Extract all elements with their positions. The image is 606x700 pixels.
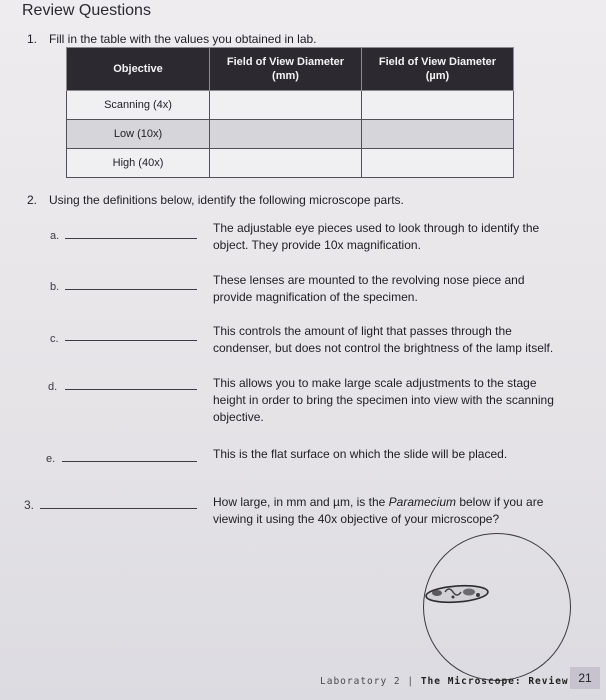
cell-mm-input[interactable] bbox=[210, 91, 362, 120]
item-e-letter: e. bbox=[46, 453, 56, 465]
item-d-definition: This allows you to make large scale adjustments to the stage height in order to bring the specimen into view with the scanning objective. bbox=[213, 376, 554, 424]
question-3-number: 3. bbox=[24, 498, 35, 512]
item-c-letter: c. bbox=[50, 333, 59, 345]
page-footer bbox=[320, 676, 569, 687]
question-1-number: 1. bbox=[27, 32, 38, 46]
header-diameter-mm: Field of View Diameter (mm) bbox=[210, 48, 362, 91]
cell-um-input[interactable] bbox=[362, 91, 514, 120]
table-row-high bbox=[67, 149, 514, 178]
question-1-prompt bbox=[27, 32, 317, 46]
table-row-low bbox=[67, 120, 514, 149]
item-a-definition: The adjustable eye pieces used to look through to identify the object. They provide 10x magnification. bbox=[213, 221, 540, 252]
cell-objective: Scanning (4x) bbox=[67, 91, 210, 120]
item-b-letter: b. bbox=[50, 281, 60, 293]
item-c-definition: This controls the amount of light that passes through the condenser, but does not control the brightness of the lamp itself. bbox=[213, 324, 554, 355]
cell-mm-input[interactable] bbox=[210, 120, 362, 149]
item-e-definition: This is the flat surface on which the slide will be placed. bbox=[213, 447, 508, 461]
footer-lab: Laboratory 2 | bbox=[320, 676, 415, 687]
item-b-definition: These lenses are mounted to the revolving nose piece and provide magnification of the specimen. bbox=[213, 273, 525, 304]
cell-objective: High (40x) bbox=[67, 149, 210, 178]
page-number: 21 bbox=[570, 667, 600, 689]
question-2-prompt bbox=[27, 193, 404, 207]
item-a-answer-blank[interactable] bbox=[65, 238, 197, 239]
cell-mm-input[interactable] bbox=[210, 149, 362, 178]
cell-objective: Low (10x) bbox=[67, 120, 210, 149]
footer-chapter: The Microscope: Review bbox=[420, 676, 569, 687]
item-e-answer-blank[interactable] bbox=[62, 461, 197, 462]
question-3-text: How large, in mm and µm, is the Paramecium below if you are viewing it using the 40x objective of your microscope? bbox=[213, 495, 544, 526]
item-d-answer-blank[interactable] bbox=[65, 389, 197, 390]
paramecium-image bbox=[423, 580, 495, 610]
table-row-scanning bbox=[67, 91, 514, 120]
question-2-number: 2. bbox=[27, 193, 38, 207]
header-diameter-um: Field of View Diameter (µm) bbox=[362, 48, 514, 91]
page-title: Review Questions bbox=[22, 2, 151, 19]
item-c-answer-blank[interactable] bbox=[65, 340, 197, 341]
question-2-text: Using the definitions below, identify the following microscope parts. bbox=[49, 193, 404, 207]
question-1-text: Fill in the table with the values you obtained in lab. bbox=[49, 32, 317, 46]
question-3-answer-blank[interactable] bbox=[40, 508, 197, 509]
cell-um-input[interactable] bbox=[362, 149, 514, 178]
item-b-answer-blank[interactable] bbox=[65, 289, 197, 290]
table-header-row bbox=[67, 48, 514, 91]
cell-um-input[interactable] bbox=[362, 120, 514, 149]
item-d-letter: d. bbox=[48, 381, 58, 393]
field-of-view-table bbox=[66, 47, 514, 178]
item-a-letter: a. bbox=[50, 230, 60, 242]
header-objective: Objective bbox=[67, 48, 210, 91]
